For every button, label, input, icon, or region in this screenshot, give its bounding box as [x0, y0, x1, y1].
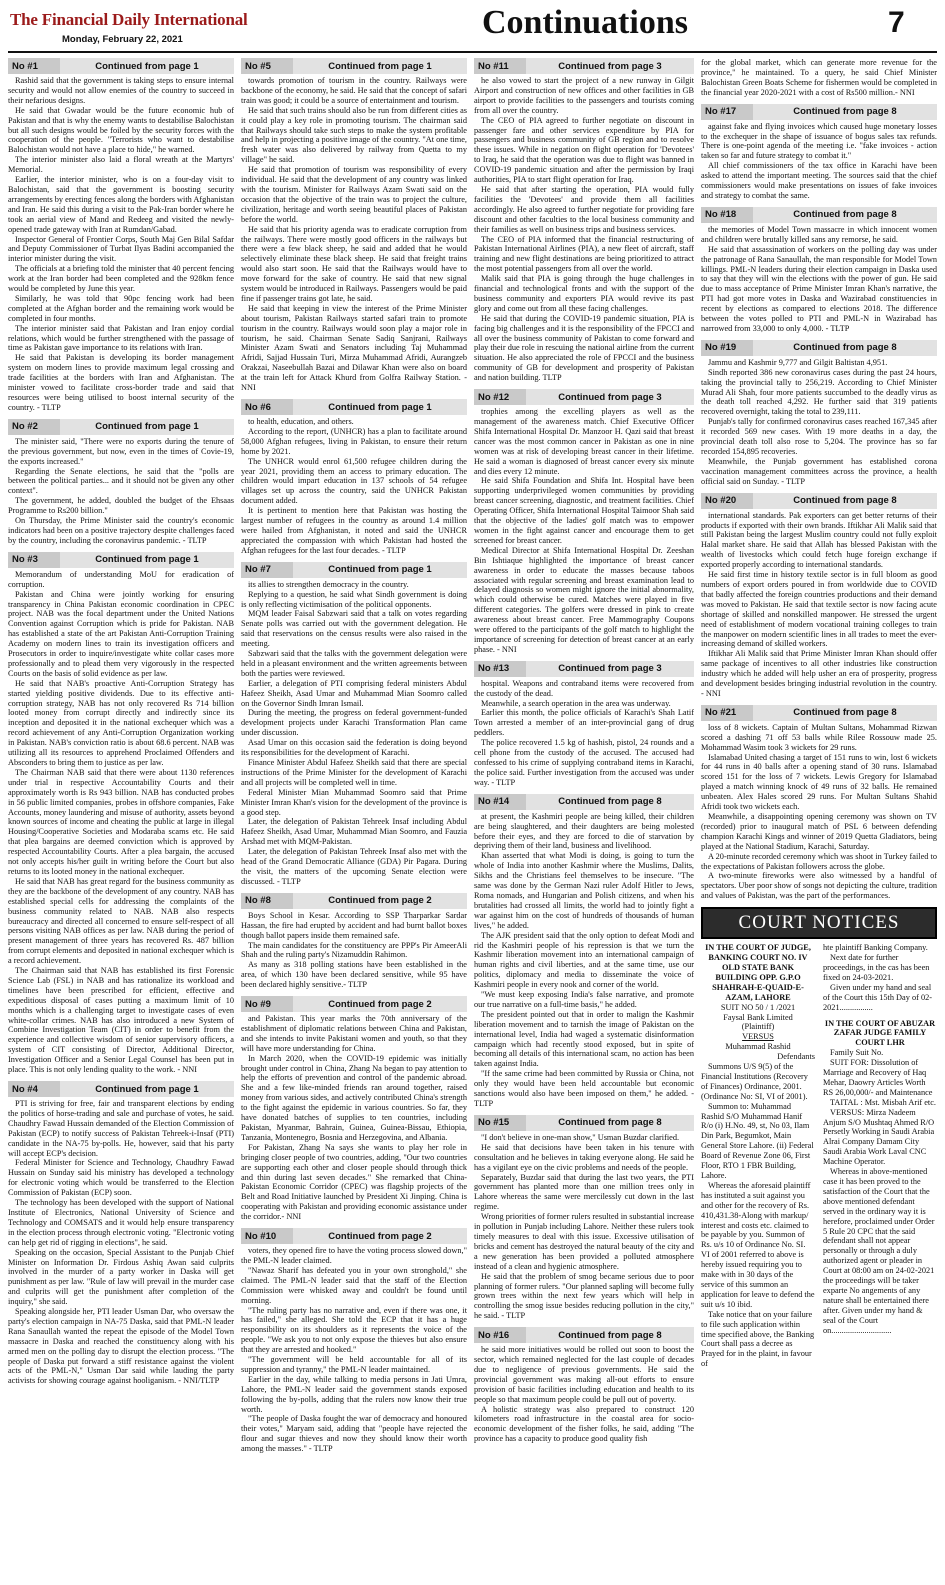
notice-line: Given under my hand and seal of the Court this 15th Day of 02-2021................	[823, 982, 932, 1012]
article-body	[8, 76, 234, 413]
article	[474, 389, 694, 655]
paragraph: A holistic strategy was also prepared to construct 120 kilometers road infrastructure in the coastal area for socio-economic development of the fisher folks, he said, adding "The province has a capacity to produce good quality fish	[474, 1404, 694, 1444]
paragraph: Earlier, the interior minister, who is on a four-day visit to Balochistan, said that the government is boosting security arrangements by erecting fences along the borders with Afghanistan and Iran. He said this during a visit to the Pak-Iran border where he took an aerial view of Mand and Redeeg and visited the newly-opened trade gateway with Iran at Rumdan/Gabad.	[8, 175, 234, 234]
paragraph: Later, the delegation of Pakistan Tehreek Insaf including Abdul Hafeez Sheikh, Asad Umar, Muhammad Mian Soomro, and Fauzia Arshad met with MQM-Pakistan.	[241, 817, 467, 847]
paragraph: In March 2020, when the COVID-19 epidemic was initially brought under control in China, Zhang Na began to pay attention to help the efforts of prevention and control of the pandemic abroad. She and a few like-minded friends ran around together, raised money from various sides, and actively contributed China's strength to the fight against the epidemic in various countries. So far, they have donated batches of supplies to ten countries, including Pakistan, Myanmar, Bahrain, Guinea, Guinea-Bissau, Ethiopia, Tanzania, Montenegro, Bosnia and Herzegovina, and Albania.	[241, 1053, 467, 1142]
article	[8, 419, 234, 546]
paragraph: Medical Director at Shifa International Hospital Dr. Zeeshan Bin Ishtiaque highlighted the importance of breast cancer awareness in order to educate the masses because taboos associated with regular screening and breast examination lead to delayed diagnosis so women might ignore the initial abnormality, which could otherwise be cured. Matches were played in five different categories. The golfers were dressed in pink to create awareness about breast cancer. Free Mammography Coupons were offered to the participants of the golf match to highlight the importance of screening for detection of breast cancer at an early phase. - NNI	[474, 545, 694, 654]
paragraph: He said that keeping in view the interest of the Prime Minister about tourism, Pakistan Railways started safari train to promote tourism in the country. Railways would soon play a major role in tourism, he said. Chairman Senate Sadiq Sanjrani, Railways Minister Azam Swati and Senators including Taj Muhammad Afridi, Sajjad Hussain Turi, Mirza Muhammad Afridi, Aurangzeb Orakzai, Naseebullah Bazai and Dilawar Khan were also on board at the train left for Attack Khurd from Golfra Railway Station. - NNI	[241, 303, 467, 393]
masthead	[0, 0, 945, 58]
paragraph: He said that NAB's proactive Anti-Corruption Strategy has started yielding positive dividends. Due to its effective anti-corruption strategy, NAB has not only recovered Rs 714 billion looted money from corrupt directly and indirectly since its inception and deposited it in the national exchequer which was a record achievement of any Anti-Corruption Organization working in Pakistan. NAB's conviction ratio is about 68.6 percent. NAB was utilizing all its resources to apprehend Proclaimed Offenders and Absconders to bring them to justice as per law.	[8, 678, 234, 767]
paragraph: Wrong priorities of former rulers resulted in substantial increase in pollution in Punjab including Lahore. Neither these rulers took timely measures to deal with this issue. Excessive utilisation of bricks and cement has destroyed the natural beauty of the city and a new generation has been provided a polluted atmosphere instead of a clean and hygienic atmosphere.	[474, 1212, 694, 1271]
paragraph: voters, they opened fire to have the voting process slowed down," the PML-N leader claimed.	[241, 1246, 467, 1265]
article-body	[8, 437, 234, 546]
paragraph: The minister said, "There were no exports during the tenure of the previous government, but now, even in the times of Covie-19, the exports increased."	[8, 436, 234, 466]
article-header	[241, 996, 467, 1012]
article-number: No #4	[8, 1081, 60, 1097]
article	[474, 1327, 694, 1444]
continued-label: Continued from page 3	[526, 389, 694, 405]
paragraph: The officials at a briefing told the minister that 40 percent fencing work at the Iran border had been completed and the 928km fence would be completed by June this year.	[8, 264, 234, 294]
paragraph: Earlier this month, the police officials of Karachi's Shah Latif Town arrested a member of an inter-provincial gang of drug peddlers.	[474, 708, 694, 738]
article-number: No #8	[241, 893, 293, 909]
article	[474, 1115, 694, 1321]
article-header	[241, 399, 467, 415]
article	[701, 207, 937, 334]
continued-label: Continued from page 1	[293, 58, 467, 74]
article	[241, 58, 467, 393]
article-header	[701, 207, 937, 223]
paragraph: On Thursday, the Prime Minister said the country's economic indicators had been on a positive trajectory despite challenges faced by the country, including the coronavirus pandemic. - TLTP	[8, 516, 234, 545]
article-body	[474, 1345, 694, 1444]
paragraph: for the global market, which can generate more revenue for the province," he maintained. To a query, he said Chief Minister Balochistan Green Boats Scheme for fishermen would be completed in the financial year 2020-2021 with a cost of Rs500 million.- NNI	[701, 58, 937, 97]
notice-line: Defendants	[777, 1052, 815, 1062]
article-header	[474, 1115, 694, 1131]
article-header	[8, 552, 234, 568]
paragraph: The main candidates for the constituency are PPP's Pir AmeerAli Shah and the ruling party's Nizamuddin Rahimon.	[241, 940, 467, 960]
notice-line: Take notice that on your failure to file such application within time specified above, the Banking Court shall pass a decree as Prayed for in the plaint, in favour of	[701, 1309, 815, 1369]
paragraph: He said that promotion of tourism was responsibility of every individual. He said that the development of any country was linked with the tourism. Minister for Railways Azam Swati said on the occasion that the objective of the train was to project the culture, civilization, heritage and worth seeing beautiful places of Pakistan before the world.	[241, 165, 467, 224]
continued-label: Continued from page 8	[753, 104, 937, 120]
article-number: No #17	[701, 104, 753, 120]
paragraph: Inspector General of Frontier Corps, South Maj Gen Bilal Safdar and Deputy Commissioner of Turbat Ilyas Badini accompanied the interior minister during the visit.	[8, 234, 234, 264]
paragraph: Earlier in the day, while talking to media persons in Jati Umra, Lahore, the PML-N leader said the government stands exposed following the by-polls, adding that the rulers now know their true worth.	[241, 1374, 467, 1414]
notice-court-header: IN THE COURT OF ABUZAR ZAFAR JUDGE FAMILY COURT LHR	[824, 1018, 936, 1048]
paragraph: Separately, Buzdar said that during the last two years, the PTI government has planted more than one million trees only in Lahore whereas the same were mercilessly cut down in the last regime.	[474, 1172, 694, 1212]
paragraph: "The government will be held accountable for all of its suppression and tyranny," the PML-N leader maintained.	[241, 1355, 467, 1374]
continued-label: Continued from page 8	[526, 1115, 694, 1131]
article-header	[701, 340, 937, 356]
paragraph: he said more initiatives would be rolled out soon to boost the sector, which remained neglected for the last couple of decades due to negligence of previous governments. He said the provincial government was making all-out efforts to ensure provision of basic facilities including education and health to its people so that maximum people could be pull out of poverty.	[474, 1345, 694, 1404]
article-number: No #18	[701, 207, 753, 223]
article-body	[701, 511, 937, 699]
paragraph: Asad Umar on this occasion said the federation is doing beyond its responsibilities for the development of Karachi.	[241, 738, 467, 758]
article	[241, 893, 467, 990]
article-body	[241, 911, 467, 990]
paragraph: He said Shifa Foundation and Shifa Int. Hospital have been supporting underprivileged women communities by providing breast cancer screening, diagnostic, and treatment facilities. Chief Operating Officer, Shifa International Hospital Taimoor Shah said that the objective of the ladies' golf match was to empower women in the fight against cancer and encourage them to get screened for breast cancer.	[474, 476, 694, 545]
paragraph: Iftikhar Ali Malik said that Prime Minister Imran Khan should offer same package of incentives to all other industries like construction industry which he added will help usher an era of prosperity, progress and development besides bringing industrial revolution in the country. - NNI	[701, 649, 937, 698]
paragraph: Speaking on the occasion, Special Assistant to the Punjab Chief Minister on Information Dr. Firdous Ashiq Awan said culprits involved in the murder of a party worker in Daska will get punishment as per law. "Rule of law will prevail in the murder case and culprits will get the punishment after completion of the inquiry," she said.	[8, 1247, 234, 1307]
article-number: No #2	[8, 419, 60, 435]
paragraph: The president pointed out that in order to malign the Kashmir liberation movement and to tarnish the image of Pakistan on the international level, India had waged a systematic disinformation campaign which had recently stood exposed, but in spite of becoming all details of this international scam, no action has been taken against India.	[474, 1009, 694, 1069]
paragraph: The CEO of PIA agreed to further negotiate on discount in passenger fare and other services expenditure by PIA for passengers and business community of GB region and to resolve these issues. While in negation on flight operation for 'Devotees' to Iraq, he said that the operation was due to flight was banned in COVID-19 pandemic situation and after the permission by Iraqi authorities, PIA to start flight operation for Iraq.	[474, 115, 694, 185]
paragraph: against fake and flying invoices which caused huge monetary losses to the exchequer in the shape of issuance of bogus sales tax refunds. There is one-point agenda of the meeting i.e. "fake invoices - action taken so far and future strategy to combat it."	[701, 121, 937, 161]
article-number: No #6	[241, 399, 293, 415]
paragraph: "We must keep exposing India's false narrative, and promote our true narrative on a full-time basis," he added.	[474, 990, 694, 1009]
notice-line: Muhammad Rashid	[725, 1042, 791, 1052]
article	[701, 340, 937, 487]
notice-line: Summons U/S 9(5) of the Financial Institutions (Recovery of Finances) Ordinance, 2001. (Ordinance No: SI, VI of 2001).	[701, 1062, 808, 1101]
article-body	[701, 225, 937, 334]
paragraph: "The ruling party has no narrative and, even if there was one, it has failed," she alleged. She told the ECP that it has a huge responsibility on its shoulders as it represents the voice of the people. "We ask you to not only expose the thieves but also ensure that they are arrested and hooked."	[241, 1305, 467, 1355]
article-body	[241, 1014, 467, 1222]
paragraph: He said that decisions have been taken in his tenure with consultation and he believes in taking everyone along. He said he has a vigilant eye on the civic problems and needs of the people.	[474, 1142, 694, 1172]
article	[701, 705, 937, 901]
article-body	[701, 723, 937, 901]
article	[241, 1228, 467, 1454]
paragraph: Later, the delegation of Pakistan Tehreek Insaf also met with the head of the Grand Democratic Alliance (GDA) Pir Pagara. During the visit, the matters of the upcoming Senate election were discussed. - TLTP	[241, 847, 467, 886]
column-4	[701, 58, 937, 1581]
notice-line: Family Suit No.	[830, 1048, 884, 1058]
paragraph: Meanwhile, a disappointing opening ceremony was shown on TV (recorded) prior to inaugural match of PSL 6 between defending champion Karachi Kings and winner of 2019 Quetta Gladiators, being played at the National Stadium, Karachi, Saturday.	[701, 812, 937, 851]
paragraph: international standards. Pak exporters can get better returns of their products if exported with their own brands. Iftikhar Ali Malik said that still Pakistan being the largest Muslim country could not fully exploit Halal market share. He said that Allah has blessed Pakistan with the wealth of livestocks which could fetch huge foreign exchange if exported properly according to international standards.	[701, 510, 937, 570]
article-body	[474, 407, 694, 655]
article-number: No #10	[241, 1228, 293, 1244]
paragraph: Federal Minister for Science and Technology, Chaudhry Fawad Hussain on Sunday said his ministry has developed a technology for electronic voting which would be transferred to the Election Commission of Pakistan (ECP) soon.	[8, 1158, 234, 1198]
notice-line: Next date for further proceedings, in the cas has been fixed on 24-03-2021.	[823, 953, 930, 982]
court-notice-family	[823, 943, 937, 1369]
article	[474, 794, 694, 1109]
paragraph: hospital. Weapons and contraband items were recovered from the custody of the dead.	[474, 678, 694, 698]
paragraph: As many as 318 polling stations have been established in the area, of which 130 have been declared sensitive, while 95 have been declared highly sensitive.- TLTP	[241, 960, 467, 990]
notice-line: (Plaintiff)	[741, 1022, 775, 1032]
article	[701, 493, 937, 699]
paragraph: and Pakistan. This year marks the 70th anniversary of the establishment of diplomatic relations between China and Pakistan, and she intends to invite Pakistani women and youth, so that they will have more understanding for China.	[241, 1014, 467, 1053]
paragraph: Sabzwari said that the talks with the government delegation were held in a pleasant environment and the written agreements between both the parties were reviewed.	[241, 649, 467, 678]
paragraph: The police recovered 1.5 kg of hashish, pistol, 24 rounds and a cell phone from the custody of the accused. The accused had confessed to his crime of supplying contraband items in Karachi, the police said. Further investigation from the accused was under way. - TLTP	[474, 738, 694, 787]
paragraph: Similarly, he was told that 90pc fencing work had been completed at the Afghan border and the remaining work would be completed in four months.	[8, 293, 234, 323]
paragraph: A 20-minute recorded ceremony which was shoot in Turkey failed to the expectations of Pakistan followers across the globe.	[701, 851, 937, 871]
paragraph: "Nawaz Sharif has defeated you in your own stronghold," she claimed. The PML-N leader said that the staff of the Election Commission were whisked away and couldn't be found until morning.	[241, 1265, 467, 1305]
column-1	[8, 58, 234, 1581]
article-body	[241, 1246, 467, 1454]
paragraph: The government, he added, doubled the budget of the Ehsaas Programme to Rs200 billion."	[8, 496, 234, 516]
article-body	[8, 1099, 234, 1386]
paragraph: Regarding the Senate elections, he said that the "polls are between the political parties... and it should not be given any other context".	[8, 466, 234, 496]
continued-label: Continued from page 3	[526, 58, 694, 74]
article-header	[8, 1081, 234, 1097]
paragraph: Khan asserted that what Modi is doing, is going to turn the whole of India into another Kashmir where the Muslims, Dalits, Sikhs and the Christians feel themselves to be insecure. "The same was done by the German Nazi ruler Adolf Hitler to Jews, Roma nomads, and Hungarian and Polish citizens, and when his brutalities had crossed all limits, the world had to jointly fight a war against him on the cost of hundreds of thousands of human lives," he added.	[474, 851, 694, 930]
article-header	[474, 661, 694, 677]
article	[8, 552, 234, 1075]
paragraph: the memories of Model Town massacre in which innocent women and children were brutally killed sans any remorse, he said.	[701, 224, 937, 244]
paragraph: The Chairman said that NAB has established its first Forensic Science Lab (FSL) in NAB and has rationalize its workload and timelines have been prescribed for efficient, effective and expeditious disposal of cases putting a maximum limit of 10 months which is a challenging target to investigate cases of even white-collar crimes. NAB has also introduced a new System of Combine Investigation Team (CIT) in order to benefit from the experience and collective wisdom of senior supervisory officers, a system of CIT consisting of Director, Additional Director, Investigation Officer and a Senior Legal Counsel has been put in place. This is not only lending quality to the work. - NNI	[8, 966, 234, 1075]
paragraph: Meanwhile, a search operation in the area was underway.	[481, 698, 671, 708]
continued-label: Continued from page 8	[753, 705, 937, 721]
article-header	[701, 705, 937, 721]
article-number: No #7	[241, 562, 293, 578]
article-header	[474, 389, 694, 405]
paragraph: According to the report, (UNHCR) has a plan to facilitate around 58,000 Afghan refugees, living in Pakistan, to ensure their return home by 2021.	[241, 426, 467, 456]
article-number: No #15	[474, 1115, 526, 1131]
column-2	[241, 58, 467, 1581]
paragraph: He said that during the COVID-19 pandemic situation, PIA is facing big challenges and it is the responsibility of the FPCCI and all over the business community of Pakistan to come forward and play their due role in rescuing the national airline from the current situation. He also appreciated the role of FPCCI and the business community of GB for development and prosperity of Pakistan and nation building. TLTP	[474, 313, 694, 383]
article-header	[8, 419, 234, 435]
paragraph: "I don't believe in one-man show," Usman Buzdar clarified.	[481, 1132, 680, 1142]
paragraph: he also vowed to start the project of a new runway in Gilgit Airport and construction of new offices and other facilities in GB airport to provide facilities to the passengers and tourists coming from all over the country.	[474, 76, 694, 115]
paragraph: Islamabad United chasing a target of 151 runs to win, lost 6 wickets for 44 runs in 40 balls after a opening stand of 30 runs. Islamabad scored 151 for the loss of 7 wickets. Lewis Gregory for Islamabad played a match winning knock of 49 runs of 32 balls. He remained unbeaten. Alex Hales scored 29 runs. For Multan Sultans Shahid Afridi took two wickets each.	[701, 752, 937, 812]
continued-label: Continued from page 2	[293, 893, 467, 909]
paragraph: He said that such trains should also be run from different cities as it could play a key role in promoting tourism. The chairman said that Railways should take such steps to make the system profitable and help in projecting a positive image of the country. "At one time, fresh water was also delivered by railway from Quetta to my village" he said.	[241, 105, 467, 165]
article-body	[8, 570, 234, 1075]
article-body	[701, 122, 937, 201]
article	[8, 1081, 234, 1386]
paragraph: Sindh reported 386 new coronavirus cases during the past 24 hours, taking the provincial tally to 256,219. According to Chief Minister Murad Ali Shah, four more patients succumbed to the deadly virus as the death toll reached 4,292. He further said that 319 patients recovered overnight, taking the total to 239,111.	[701, 367, 937, 417]
column-3	[474, 58, 694, 1581]
paragraph: The UNHCR would enrol 61,500 refugee children during the year 2021, providing them an access to primary education. The children would impart education in 137 schools of 54 refugee villages set up across the country, said the UNHCR Pakistan document added.	[241, 456, 467, 506]
notice-line: Faysal Bank Limited	[723, 1012, 793, 1022]
paragraph: Rashid said that the government is taking steps to ensure internal security and would not allow enemies of the country to succeed in their nefarious designs.	[8, 76, 234, 105]
article-header	[241, 893, 467, 909]
paragraph: Memorandum of understanding MoU for eradication of corruption.	[8, 569, 234, 589]
article	[8, 58, 234, 413]
paragraph: During the meeting, the progress on federal government-funded development projects under Karachi Transformation Plan came under discussion.	[241, 708, 467, 738]
paragraph: He said that the problem of smog became serious due to poor planning of former rulers. "Our planned sapling will become fully grown trees within the next few years which will help in controlling the smog issue besides reducing pollution in the city," he said. - TLTP	[474, 1271, 694, 1321]
article-number: No #20	[701, 493, 753, 509]
article-header	[241, 562, 467, 578]
paragraph: He said that NAB has great regard for the business community as they are the backbone of the development of any country. NAB has established special cells for addressing the complaints of the business community related to NAB. NAB also respects bureaucracy and directed all concerned to ensure self-respect of all persons visiting NAB offices as per law. NAB during the period of present management of three years has recovered Rs. 487 billion from corrupt elements and deposited in national exchequer which is a record achievement.	[8, 876, 234, 966]
continued-label: Continued from page 1	[60, 58, 234, 74]
paragraph: The technology has been developed with the support of National Institute of Electronics, National University of Science and Technology and COMSATS and it would help ensure transparency in the election process through electronic voting. "Electronic voting can help get rid of rigging in elections", he said.	[8, 1198, 234, 1247]
article-body	[701, 58, 937, 98]
article	[241, 399, 467, 556]
paragraph: He said that assassination of workers on the polling day was under the patronage of Rana Sanaullah, the man responsible for Model Town killings. PML-N leaders during their election campaign in Daska used to say that they will win the elections with the power of gun. He said due to mass acceptance of Prime Minister Imran Khan's narrative, the PTI had got more votes in Daska and Wazirabad constituencies in recent by elections as compared to elections 2018. The difference between the votes polled to PTI and PML-N in Wazirabad has narrowed from 33,000 to only 4,000. - TLTP	[701, 244, 937, 333]
notice-line: Summon to: Muhammad Rashid S/O Muhammad Hanif R/o (i) H.No. 49, st, No 03, Ilam Din Park, Begumkot, Main General Store Lahore. (ii) Federal Board of Revenue Zone 06, First Floor, RTO 1 FBR Building, Lahore.	[701, 1101, 814, 1180]
article	[241, 562, 467, 887]
article-number: No #19	[701, 340, 753, 356]
continued-label: Continued from page 1	[60, 552, 234, 568]
paragraph: to health, education, and others.	[248, 417, 354, 426]
paragraph: "The people of Daska fought the war of democracy and honoured their votes," Maryam said, adding that "people have rejected the flour and sugar thieves and now they should know their worth among the masses." - TLTP	[241, 1414, 467, 1454]
paragraph: trophies among the excelling players as well as the management of the awareness match. Chief Executive Officer Shifa International Hospital Dr. Manzoor H. Qazi said that breast cancer was the most common cancer in Pakistan as one in nine women was at risk of developing breast cancer in their lifetime. He said a woman is diagnosed of breast cancer every six minute and dies every 12 minute.	[474, 407, 694, 476]
notice-line: TAITAL : Mst. Misbah Arif etc.	[830, 1097, 936, 1107]
article	[701, 104, 937, 201]
notice-line: SUIT FOR: Dissolution of Marriage and Recovery of Haq Mehar, Daowry Articles Worth RS 26,00,000/- and Maintenance	[823, 1058, 933, 1097]
article-number: No #5	[241, 58, 293, 74]
article	[474, 58, 694, 383]
paragraph: loss of 8 wickets. Captain of Multan Sultans, Mohammad Rizwan scored a dashing 71 off 53 balls while Rilee Rossouw made 25. Mohammad Wasim took 3 wickets for 29 runs.	[701, 722, 937, 752]
article-body	[474, 1133, 694, 1321]
article-number: No #16	[474, 1327, 526, 1343]
paragraph: Finance Minister Abdul Hafeez Sheikh said that there are special instructions of the Prime Minister for the development of Karachi and all projects will be completed well in time.	[241, 758, 467, 787]
article-number: No #21	[701, 705, 753, 721]
section-title: Continuations	[482, 4, 688, 41]
notice-line: VERSUS	[742, 1032, 774, 1042]
continued-label: Continued from page 2	[293, 1228, 467, 1244]
paragraph: "If the same crime had been committed by Russia or China, not only they would have been held accountable but economic sanctions would also have been imposed on them," he added. - TLTP	[474, 1069, 694, 1108]
article-number: No #3	[8, 552, 60, 568]
header-rule	[8, 51, 937, 53]
article	[474, 661, 694, 788]
paragraph: MQM leader Faisal Sabzwari said that a talk on votes regarding Senate polls was carried out with the government delegation. He said that reservations on the census results were also raised in the meeting.	[241, 609, 467, 649]
continued-label: Continued from page 8	[526, 794, 694, 810]
paragraph: PTI is striving for free, fair and transparent elections by ending the politics of horse-trading and sale and purchase of votes, he said. Chaudhry Fawad Hussain demanded of the Election Commission of Pakistan (ECP) to notify success of Pakistan Tehreek-i-Insaf (PTI) candidate in the NA-75 by-polls. He, however, said that his party will accept ECP's decision.	[8, 1099, 234, 1158]
newspaper-title: The Financial Daily International	[10, 10, 248, 29]
paragraph: The CEO of PIA informed that the financial restructuring of Pakistan International Airlines (PIA), a new fleet of aircraft, staff training and new flight destinations are being prioritized to attract the most potential passengers from all over the world.	[474, 234, 694, 274]
paragraph: He said that Pakistan is developing its border management system on modern lines to provide maximum legal crossing and trade facilities at the borders with Iran and Afghanistan. The minister vowed to facilitate cross-border trade and said that resources were being utilised to boost internal security of the country. - TLTP	[8, 353, 234, 412]
paragraph: its allies to strengthen democracy in the country.	[248, 579, 409, 589]
paragraph: Earlier, a delegation of PTI comprising federal ministers Abdul Hafeez Sheikh, Asad Umar and Muhammad Mian Soomro called on the Governor Sindh Imran Ismail.	[241, 678, 467, 708]
notice-line: Whereas in above-mentioned case it has been proved to the satisfaction of the Court that the above mentioned defendant served in the ordinary way it is herefore, proclaimed under Order 5 Rule 20 CPC that the said defendant shall not appear personally or through a duly authorized agent or pleader in Court at 08:00 am on 24-02-2021 the proceedings will be taker exparte No angements of any nature shall be entertained there after. Given under my hand & seal of the Court on.............................	[823, 1167, 935, 1335]
continued-label: Continued from page 1	[60, 419, 234, 435]
article-number: No #11	[474, 58, 526, 74]
article-header	[241, 58, 467, 74]
paragraph: Pakistan and China were jointly working for ensuring transparency in China Pakistan economic coordination in CPEC project. NAB was the focal department under the United Nations Convention against Corruption which is pride for Pakistan. NAB has established a state of the art Pakistan Anti-Corruption Training Academy on modern lines to train its investigation officers and Prosecutors in order to inquire/investigate white collar cases more professionally and to plead them very vigorously in the respected Courts on the basis of solid evidence as per law.	[8, 589, 234, 678]
continued-label: Continued from page 1	[293, 562, 467, 578]
continued-label: Continued from page 8	[526, 1327, 694, 1343]
article-number: No #1	[8, 58, 60, 74]
court-notices	[701, 943, 937, 1369]
article-header	[474, 794, 694, 810]
article	[701, 58, 937, 98]
article-header	[241, 1228, 467, 1244]
paragraph: He said first time in history textile sector is in full bloom as good numbers of export orders poured in from worldwide due to COVID that badly affected the foreign countries productions and their demand was moved to Pakistan. He said that textile sector is now facing acute shortage of skilled and nonskilled manpower. He stressed the urgent need of establishment of modern vocational training colleges to train the manpower on modern scientific lines in all trades to meet the ever-increasing demand of skilled workers.	[701, 570, 937, 649]
paragraph: Boys School in Kesar. According to SSP Tharparkar Sardar Hassan, the fire had erupted by accident and had burnt ballot boxes though ballot papers inside them remained safe.	[241, 910, 467, 940]
article-body	[241, 580, 467, 887]
continued-label: Continued from page 8	[753, 493, 937, 509]
paragraph: A two-minute fireworks were also witnessed by a handful of spectators. Uber poor show of songs not depicting the culture, tradition and values of Pakistan, was the part of the performances.	[701, 871, 937, 901]
continued-label: Continued from page 2	[293, 996, 467, 1012]
court-notice-banking	[701, 943, 815, 1369]
article-number: No #9	[241, 996, 293, 1012]
article-header	[474, 1327, 694, 1343]
paragraph: It is pertinent to mention here that Pakistan was hosting the largest number of refugees in the country as around 1.4 million were hailed from Afghanistan, it noted and said the UNHCR appreciated the compassion with which Pakistan had hosted the Afghan refugees for the last four decades. - TLTP	[241, 506, 467, 555]
paragraph: The interior minister said that Pakistan and Iran enjoy cordial relations, which would be further strengthened with the passage of time as Pakistan gave importance to its relations with Iran.	[8, 323, 234, 353]
paragraph: Punjab's tally for confirmed coronavirus cases reached 167,345 after it recorded 569 new cases. With 19 more deaths in a day, the provincial death toll also rose to 5,204. The province has so far recorded 154,895 recoveries.	[701, 417, 937, 456]
continued-label: Continued from page 8	[753, 340, 937, 356]
notice-line: VERSUS: Mirza Nadeem Anjum S/O Mushtaq Ahmed R/O Persetly Working in Saudi Arabia Alrai Company Damam City Saudi Arabia Work Laval CNC Machine Operator.	[823, 1107, 935, 1167]
paragraph: All chief commissioners of the tax office in Karachi have been asked to attend the important meeting. The sources said that the chief commissioners would make presentations on issues of fake invoices and strategy to combat the same.	[701, 161, 937, 200]
paragraph: The interior minister also laid a floral wreath at the Martyrs' Memorial.	[8, 155, 234, 175]
article-header	[701, 104, 937, 120]
notice-line: hte plaintiff Banking Company.	[823, 943, 928, 953]
article-number: No #12	[474, 389, 526, 405]
article-body	[241, 76, 467, 393]
article-body	[474, 76, 694, 383]
article-body	[474, 679, 694, 788]
notice-line: SUIT NO 50 / 1 /2021	[720, 1002, 796, 1012]
article-body	[474, 812, 694, 1109]
article-header	[8, 58, 234, 74]
paragraph: Federal Minister Mian Muhammad Soomro said that Prime Minister Imran Khan's vision for the development of the province is a good step.	[241, 787, 467, 817]
article-number: No #13	[474, 661, 526, 677]
paragraph: For Pakistan, Zhang Na says she wants to play her role in bringing closer people of two countries, adding, "Our two countries are supporting each other and closer people should through thick and thin during last seven decades." She remarked that China-Pakistan Economic Corridor (CPEC) was flagship projects of the Belt and Road Initiative launched by President Xi Jinping. China is cooperating with Pakistan and providing economic assistance under the corridor.- NNI	[241, 1142, 467, 1222]
court-notices-heading: COURT NOTICES	[701, 907, 937, 939]
notice-court-header: IN THE COURT OF JUDGE, BANKING COURT NO. IV OLD STATE BANK BUILDING OPP. G.P.O SHAHRAH-E-QUAID-E-AZAM, LAHORE	[705, 943, 811, 1002]
article-header	[701, 493, 937, 509]
paragraph: Speaking alongside her, PTI leader Usman Dar, who oversaw the party's election campaign in NA-75 Daska, said that PML-N leader Rana Sanaullah wanted the repeat the episode of the Model Town massacre in Daska and reached the constituency along with his armed men on the polling day to disrupt the election process. "The people of Daska put forward a stiff resistance against the violent acts of the PML-N," Usman Dar said while lauding the party activists for showing courage against hooliganism. - NNI/TLTP	[8, 1307, 234, 1386]
continued-label: Continued from page 1	[60, 1081, 234, 1097]
continued-label: Continued from page 1	[293, 399, 467, 415]
paragraph: at present, the Kashmiri people are being killed, their children are being slaughtered, and their daughters are being molested before their eyes, and they are forced to die of starvation by depriving them of their land, business and livelihood.	[474, 811, 694, 851]
paragraph: Malik said that PIA is going through the huge challenges in financial and technological fronts and with the support of the business community and exporters PIA would revive its past glory and come out from all these facing challenges.	[474, 274, 694, 313]
paragraph: The Chairman NAB said that there were about 1130 references under trial in respective Accountability Courts and their approximately worth is Rs 943 billion. NAB has conducted probes in 56 public limited companies, probes in offshore companies, Fake Accounts, money laundering and misuse of authority, assets beyond known sources of income and cheating the public at large in illegal Housing/Cooperative Societies and Modaraba scams etc. He said that plea bargains are deemed conviction which is approved by respected Accountability Courts. After a plea bargain, the accused not only accepts his/her guilt in writing before the Court but also returns to its looted money in the national exchequer.	[8, 767, 234, 876]
continued-label: Continued from page 8	[753, 207, 937, 223]
page-number: 7	[888, 6, 905, 39]
paragraph: Jammu and Kashmir 9,777 and Gilgit Baltistan 4,951.	[708, 357, 888, 367]
paragraph: Replying to a question, he said what Sindh government is doing is only reflecting victimisation of the political opponents.	[241, 589, 467, 609]
article-body	[701, 358, 937, 487]
notice-line: Whereas the aforesaid plaintiff has instituted a suit against you and other for the recovery of Rs. 410,431.38-Along with markup/ interest and costs etc. claimed to be payable by you. Summon of Rs. u/s 10 of Ordinance No. SI. VI of 2001 referred to above is hereby issued requiring you to make with in 30 days of the service of this summon an application for leave to defend the suit u/s 10 ibid.	[701, 1180, 815, 1309]
article-number: No #14	[474, 794, 526, 810]
paragraph: The AJK president said that the only option to defeat Modi and rid the Kashmiri people of his repression is that we turn the Kashmir liberation movement into an international campaign of human rights and civil liberties, and at the same time, use our politics, diplomacy and media to disseminate the voice of Kashmiri people in every nook and corner of the world.	[474, 930, 694, 990]
paragraph: towards promotion of tourism in the country. Railways were backbone of the economy, he said. He said that the concept of safari train was good; it could be a source of entertainment and tourism.	[241, 76, 467, 105]
paragraph: He said that after starting the operation, PIA would fully facilities the 'Devotees' and provide them all facilities accordingly. He also agreed to further negotiate for providing fare discount and other faculties to the local business community and their families as well on business trips and business services.	[474, 184, 694, 234]
article-header	[474, 58, 694, 74]
paragraph: He said that Gwadar would be the future economic hub of Pakistan and that is why the enemy wants to destabilise Balochistan but all such designs would be foiled by the security forces with the cooperation of the people. "Terrorists who want to destabilise Balochistan would not have a place to hide," he warned.	[8, 105, 234, 155]
article-body	[241, 417, 467, 556]
paragraph: Meanwhile, the Punjab government has established corona vaccination management committees across the province, a health official said on Sunday. - TLTP	[701, 456, 937, 486]
paragraph: He said that his priority agenda was to eradicate corruption from the railways. There were mostly good officers in the railways but there were a few black sheep, he said and added that he would selectively eliminate these black sheep. He said that freight trains would also start soon. He said that the Railways would have to move forward for the sake of country. He said that new signal system would be introduced in Railways. Passengers would be paid fine if passenger trains got late, he said.	[241, 224, 467, 303]
article	[241, 996, 467, 1222]
issue-date: Monday, February 22, 2021	[62, 34, 183, 45]
continued-label: Continued from page 3	[526, 661, 694, 677]
